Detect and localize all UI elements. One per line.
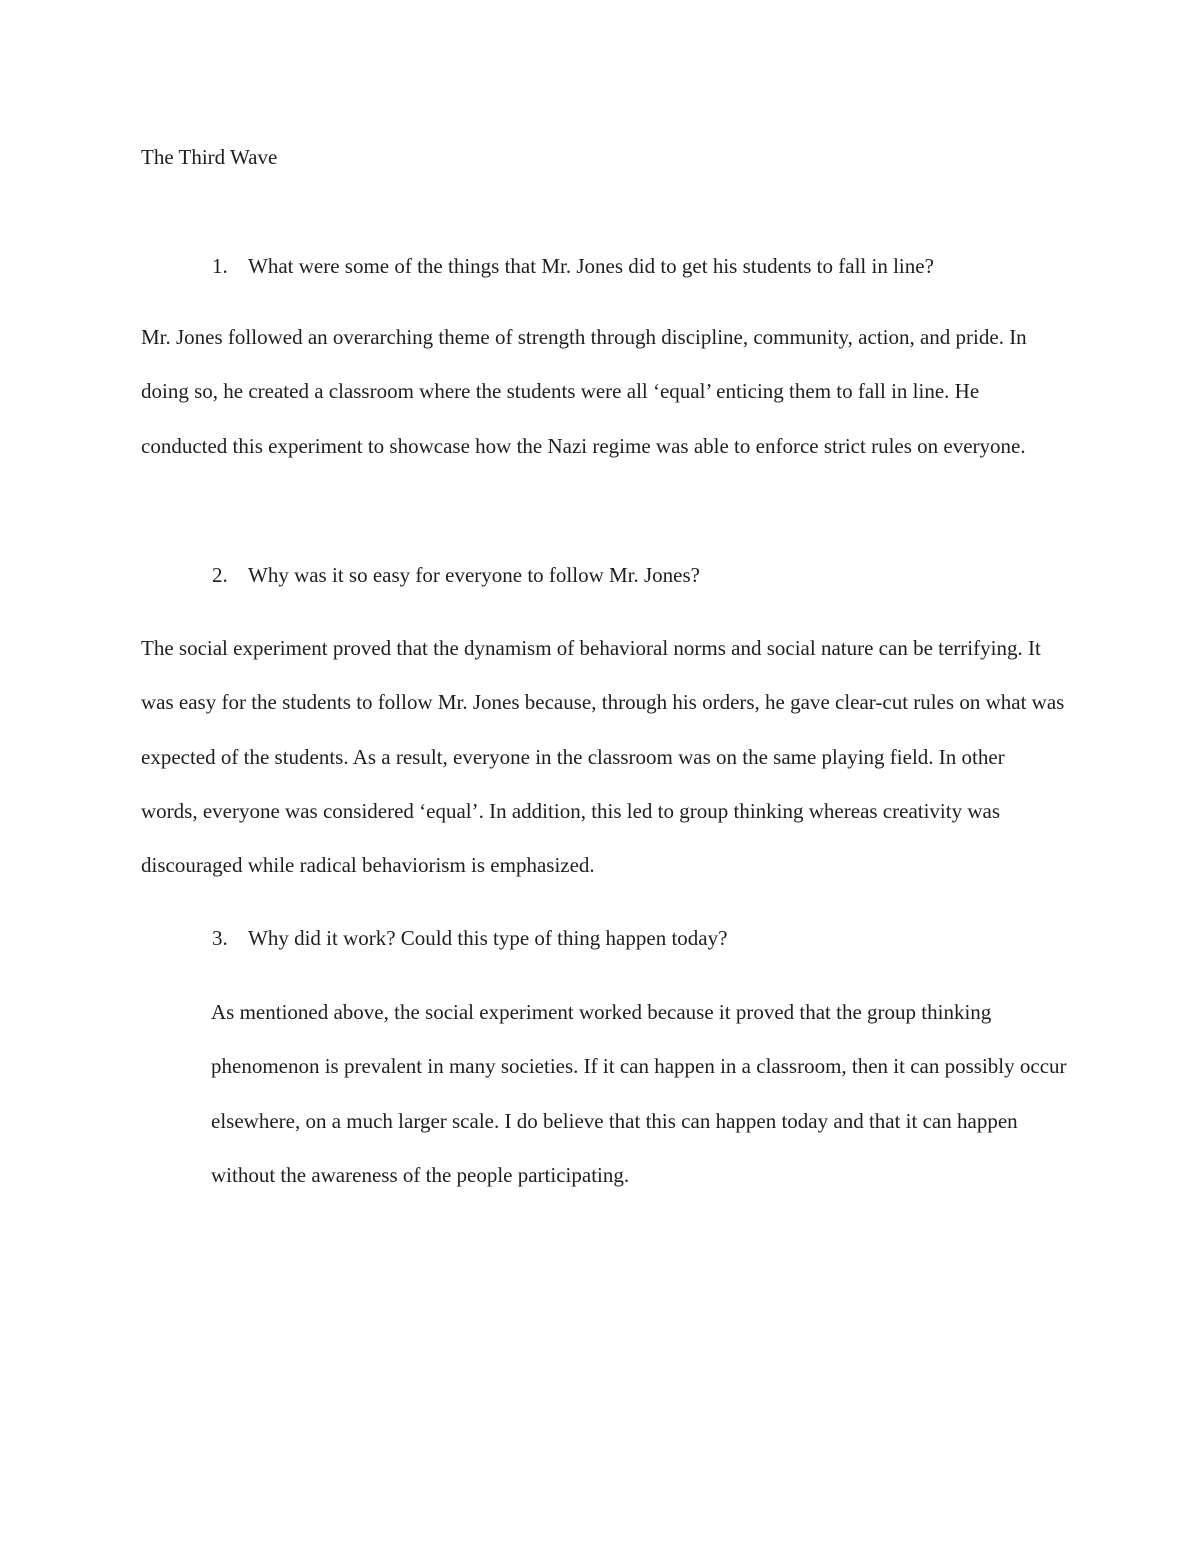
- question-1-text: What were some of the things that Mr. Jones did to get his students to fall in line?: [248, 254, 934, 278]
- question-3: [212, 924, 727, 952]
- document-title: The Third Wave: [141, 145, 278, 169]
- question-3-text: Why did it work? Could this type of thing happen today?: [248, 926, 728, 950]
- question-2-number: 2.: [212, 563, 228, 587]
- question-1: [212, 252, 934, 280]
- answer-3: As mentioned above, the social experiment worked because it proved that the group thinking phenomenon is prevalent in many societies. If it can happen in a classroom, then it can possibly occur elsewhere, on a much larger scale. I do believe that this can happen today and that it can happen without the awareness of the people participating.: [211, 1000, 1067, 1187]
- question-2: [212, 561, 700, 589]
- question-3-number: 3.: [212, 926, 228, 950]
- question-1-number: 1.: [212, 254, 228, 278]
- question-2-text: Why was it so easy for everyone to follow Mr. Jones?: [248, 563, 700, 587]
- answer-1: Mr. Jones followed an overarching theme of strength through discipline, community, action, and pride. In doing so, he created a classroom where the students were all ‘equal’ enticing them to fall in line. He conducted this experiment to showcase how the Nazi regime was able to enforce strict rules on everyone.: [141, 325, 1027, 458]
- answer-2: The social experiment proved that the dynamism of behavioral norms and social nature can be terrifying. It was easy for the students to follow Mr. Jones because, through his orders, he gave clear-cut rules on what was expected of the students. As a result, everyone in the classroom was on the same playing field. In other words, everyone was considered ‘equal’. In addition, this led to group thinking whereas creativity was discouraged while radical behaviorism is emphasized.: [141, 636, 1065, 878]
